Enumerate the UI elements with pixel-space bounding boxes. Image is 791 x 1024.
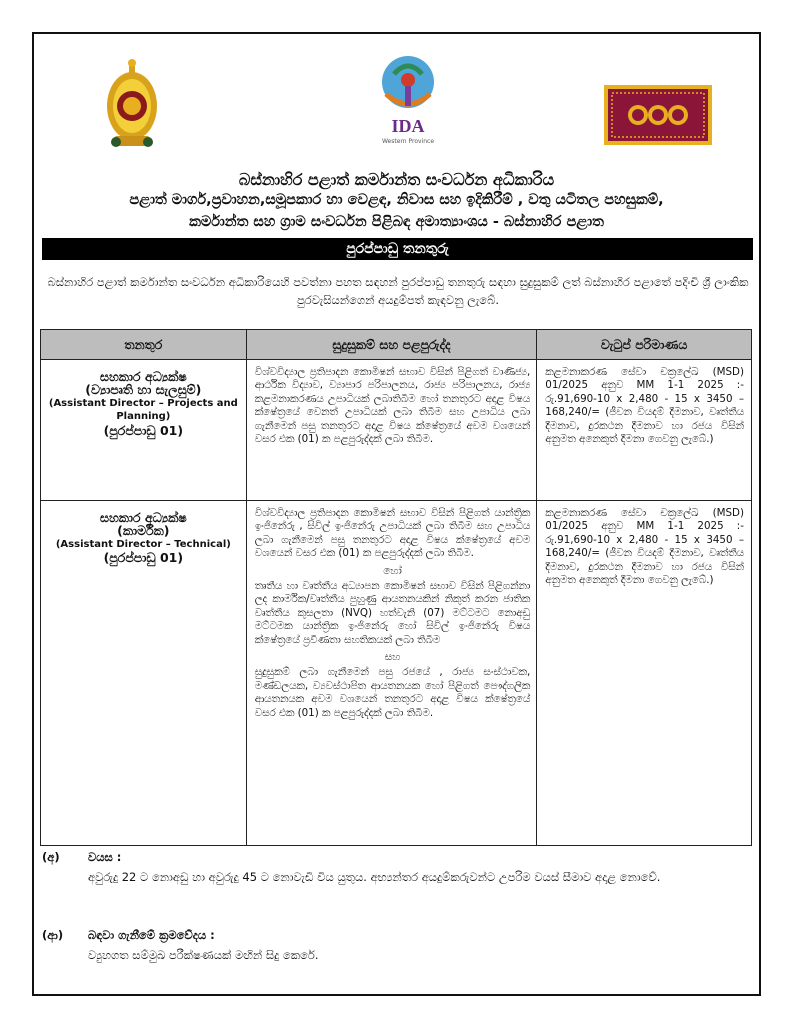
- salary-cell: කළමනාකරණ සේවා චක්‍රලේඛ (MSD) 01/2025 අනුව MM 1-1 2025 :- රු.91,690-10 x 2,480 - 15 x 3450 – 168,240/= (ජීවන වියදම් දීමනාව, වෘත්තීය දීමනාව, දුරකථන දීමනාව හා රජය විසින් අනුමත අනෙකුත් දීමනා ගෙවනු ලැබේ.): [537, 360, 752, 501]
- section-text: අවුරුදු 22 ට නොඅඩු හා අවුරුදු 45 ට නොවැඩි විය යුතුය. අභ්‍යන්තර අයදුම්කරුවන්ට උපරිම වයස් සීමාව අදාළ නොවේ.: [88, 870, 661, 884]
- ida-logo-icon: [374, 54, 442, 148]
- table-header-row: [41, 330, 752, 360]
- post-title: සහකාර අධ්‍යක්ෂ: [99, 510, 187, 525]
- post-cell: [41, 501, 247, 846]
- ministry-line-1: පළාත් මාර්ග,ප්‍රවාහන,සමූපකාර හා වෙළඳ, නිවාස සහ ඉදිකිරීම් , වතු යටිතල පහසුකම්,: [129, 192, 664, 208]
- section-label: (අ): [42, 850, 60, 864]
- notice-frame: [32, 32, 761, 996]
- and-separator: සහ: [384, 651, 401, 664]
- ida-logo-text: IDA: [391, 116, 425, 136]
- vacancy-count: (පුරප්පාඩු 01): [103, 550, 184, 566]
- table-row: [41, 501, 752, 846]
- col-header-post: තනතුර: [41, 330, 247, 360]
- ida-logo-subtext: Western Province: [381, 138, 435, 145]
- post-cell: [41, 360, 247, 501]
- vacancy-count: (පුරප්පාඩු 01): [103, 422, 184, 438]
- qualification-cell: [246, 360, 537, 501]
- section-label: (ආ): [42, 928, 64, 942]
- section-text: ව්‍යුහගත සම්මුඛ පරීක්ෂණයක් මඟින් සිදු කෙරේ.: [88, 948, 319, 962]
- section-title: වයස :: [88, 850, 122, 864]
- table-row: [41, 360, 752, 501]
- sri-lanka-emblem-icon: [104, 56, 160, 152]
- qualification-text: විශ්වවිද්‍යාල ප්‍රතිපාදන කොමිෂන් සභාව විසින් පිළිගත් යාන්ත්‍රික ඉංජිනේරු , සිවිල් ඉංජිනේරු උපාධියක් ලබා තිබීම සහ උපාධිය ලබා ගැනීමෙන් පසු තනතුරට අදාළ විෂය ක්ෂේත්‍රයේ අවම වශයෙන් වසර එක (01) ක පළපුරුද්දක් ලබා තිබීම.: [254, 507, 531, 560]
- post-title-english: (Assistant Director – Projects and Planning): [48, 397, 238, 423]
- col-header-qualifications: සුදුසුකම් සහ පළපුරුද්ද: [246, 330, 537, 360]
- ministry-line-2: කර්මාන්ත සහ ග්‍රාම සංවර්ධන පිළිබඳ අමාත්‍යාංශය - බස්නාහිර පළාත: [189, 214, 604, 230]
- post-title-english: (Assistant Director – Technical): [55, 538, 231, 550]
- qualification-cell: [246, 501, 537, 846]
- vacancies-banner: පුරප්පාඩු තනතුරු: [42, 238, 753, 260]
- post-title: සහකාර අධ්‍යක්ෂ: [99, 369, 187, 384]
- col-header-salary: වැටුප් පරිමාණය: [537, 330, 752, 360]
- section-title: බඳවා ගැනීමේ ක්‍රමවේදය :: [88, 928, 215, 942]
- post-subtitle: (ව්‍යාපෘති හා සැලසුම්): [85, 382, 202, 398]
- logo-row: [34, 34, 759, 164]
- qualification-text: සුදුසුකම් ලබා ගැනීමෙන් පසු රජයේ , රාජ්‍ය සංස්ථාවක, මණ්ඩලයක, ව්‍යවස්ථාපිත ආයතනයක හෝ පිළිගත් පෞද්ගලික ආයතනයක අවම වශයෙන් තනතුරට අදාළ විෂය ක්ෂේත්‍රයේ වසර එක (01) ක පළපුරුද්දක් ලබා තිබීම.: [254, 666, 531, 719]
- post-subtitle: (කාර්මික): [117, 523, 170, 539]
- vacancies-table: [40, 329, 752, 846]
- authority-title: බස්නාහිර පළාත් කර්මාන්ත සංවර්ධන අධිකාරිය: [238, 170, 555, 189]
- qualification-text: තෘතීය හා වෘත්තීය අධ්‍යාපන කොමිෂන් සභාව විසින් පිළිගන්නා ලද කාර්මික/වෘත්තීය පුහුණු ආයතනයකින් නිකුත් කරන ජාතික වෘත්තීය කුසලතා (NVQ) හත්වැනි (07) මට්ටමට නොඅඩු මට්ටමක යාන්ත්‍රික ඉංජිනේරු හෝ සිවිල් ඉංජිනේරු විෂය ක්ෂේත්‍රයේ ප්‍රවීණතා සහතිකයක් ලබා තිබීම: [254, 580, 531, 646]
- or-separator: හෝ: [383, 564, 402, 577]
- intro-paragraph: බස්නාහිර පළාත් කර්මාන්ත සංවර්ධන අධිකාරියෙහි පවත්නා පහත සඳහන් පුරප්පාඩු තනතුරු සඳහා සුදුසුකම් ලත් බස්නාහිර පළාතේ පදිංචි ශ්‍රී ලාංකික පුරවැසියන්ගෙන් අයදුම්පත් කැඳවනු ලැබේ.: [47, 275, 749, 307]
- qualification-text: විශ්වවිද්‍යාල ප්‍රතිපාදන කොමිෂන් සභාව විසින් පිළිගත් වාණිජ්‍ය, ආර්ථික විද්‍යාව, ව්‍යාපාර පරිපාලනය, රාජ්‍ය පරිපාලනය, රාජ්‍ය කළමනාකරණය උපාධියක් ලබාතිබීම හෝ තනතුරට අදාළ විෂය ක්ෂේත්‍රයේ වෙනත් උපාධියක් ලබා තිබීම සහ උපාධිය ලබා ගැනීමෙන් පසු තනතුරට අදාළ විෂය ක්ෂේත්‍රයේ අවම වශයෙන් වසර එක (01) ක පළපුරුද්දක් ලබා තිබීම.: [254, 366, 531, 446]
- salary-cell: කළමනාකරණ සේවා චක්‍රලේඛ (MSD) 01/2025 අනුව MM 1-1 2025 :- රු.91,690-10 x 2,480 - 15 x 3450 – 168,240/= (ජීවන වියදම් දීමනාව, වෘත්තීය දීමනාව, දුරකථන දීමනාව හා රජය විසින් අනුමත අනෙකුත් දීමනා ගෙවනු ලැබේ.): [537, 501, 752, 846]
- provincial-flag-icon: [604, 85, 712, 145]
